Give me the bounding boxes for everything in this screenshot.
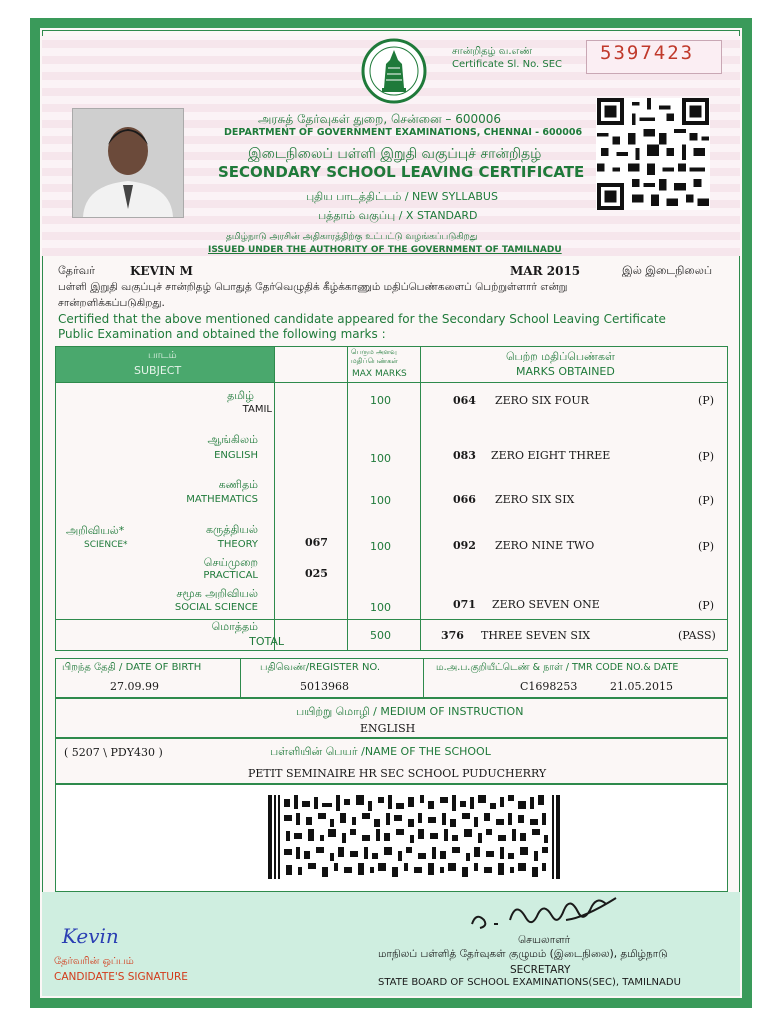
qr-code-icon [596,98,710,210]
school-code: ( 5207 \ PDY430 ) [64,746,163,759]
marks-obtained: 092 [453,539,476,552]
result-status: (PASS) [678,629,716,642]
subject-tamil: ஆங்கிலம் [207,433,258,446]
subject-name: MATHEMATICS [186,494,258,505]
secretary-signature-icon [466,890,626,936]
max-head-tamil-1: பெரும அளவு [351,348,397,356]
obtained-head-tamil: பெற்ற மதிப்பெண்கள் [506,350,615,363]
standard: பத்தாம் வகுப்பு / X STANDARD [318,209,478,222]
candidate-signature: Kevin [62,924,119,948]
marks-obtained: 064 [453,394,476,407]
marks-obtained: 083 [453,449,476,462]
tmr-date: 21.05.2015 [610,680,673,693]
candidate-photo [72,108,184,218]
marks-obtained: 071 [453,598,476,611]
science-tamil: அறிவியல்* [66,524,125,537]
register-label: பதிவெண்/REGISTER NO. [260,662,381,673]
serial-label: Certificate Sl. No. SEC [452,59,563,70]
obtained-head: MARKS OBTAINED [516,365,615,378]
board-name: STATE BOARD OF SCHOOL EXAMINATIONS(SEC), TAMILNADU [378,977,681,988]
subject-name: SOCIAL SCIENCE [174,602,258,613]
serial-label-tamil: சான்றிதழ் வ.எண் [452,46,533,57]
max-head-tamil-2: மதிப்பெண்கள் [351,357,398,365]
register-number: 5013968 [300,680,349,693]
subject-head: SUBJECT [134,364,182,377]
subject-tamil: செய்முறை [203,556,258,569]
board-tamil: மாநிலப் பள்ளித் தேர்வுகள் குழுமம் (இடைநிலை), தமிழ்நாடு [378,948,668,960]
syllabus: புதிய பாடத்திட்டம் / NEW SYLLABUS [306,190,498,203]
marks-obtained: 066 [453,493,476,506]
pass-status: (P) [698,599,714,612]
marks-in-words: ZERO SEVEN ONE [492,598,600,611]
subject-tamil: கருத்தியல் [206,523,258,536]
subject-name: PRACTICAL [203,570,258,581]
pass-status: (P) [698,494,714,507]
candidate-signature-label-tamil: தேர்வரின் ஒப்பம் [54,956,134,967]
max-marks: 100 [370,601,391,614]
exam-session: MAR 2015 [510,264,581,278]
dob-label: பிறந்த தேதி / DATE OF BIRTH [62,662,202,673]
marks-in-words: ZERO SIX SIX [495,493,575,506]
subject-tamil: தமிழ் [227,389,254,402]
candidate-text-3: சான்றளிக்கப்படுகிறது. [58,297,165,309]
secretary-tamil: செயலாளர் [518,934,571,946]
candidate-name: KEVIN M [130,264,193,278]
dept-tamil: அரசுத் தேர்வுகள் துறை, சென்னை – 600006 [258,112,502,126]
total-max: 500 [370,629,391,642]
total-in-words: THREE SEVEN SIX [481,629,591,642]
marks-in-words: ZERO SIX FOUR [495,394,589,407]
barcode-icon [268,795,560,879]
subject-name: TAMIL [242,404,272,415]
marks-in-words: ZERO EIGHT THREE [491,449,611,462]
subject-name: THEORY [217,539,258,550]
pass-status: (P) [698,540,714,553]
marks-in-words: ZERO NINE TWO [495,539,595,552]
serial-number: 5397423 [600,42,695,64]
secretary-title: SECRETARY [510,964,571,976]
medium-label: பயிற்று மொழி / MEDIUM OF INSTRUCTION [296,705,524,718]
subject-tamil: கணிதம் [218,478,258,491]
max-marks: 100 [370,452,391,465]
tmr-label: ம.அ.ப.குறியீட்டெண் & நாள் / TMR CODE NO.& DATE [436,662,679,673]
component-marks: 067 [305,536,328,549]
title-tamil: இடைநிலைப் பள்ளி இறுதி வகுப்புச் சான்றிதழ் [248,146,542,162]
issued-english: ISSUED UNDER THE AUTHORITY OF THE GOVERNMENT OF TAMILNADU [208,245,562,255]
total-tamil: மொத்தம் [211,620,258,633]
dept-english: DEPARTMENT OF GOVERNMENT EXAMINATIONS, CHENNAI - 600006 [224,127,583,138]
subject-tamil: சமூக அறிவியல் [176,587,258,600]
component-marks: 025 [305,567,328,580]
max-marks: 100 [370,540,391,553]
candidate-text-2: பள்ளி இறுதி வகுப்புச் சான்றிதழ் பொதுத் தேர்வெழுதிக் கீழ்க்காணும் மதிப்பெண்களைப் பெற்றுள்ளார் என்று [58,281,568,293]
tmr-code: C1698253 [520,680,578,693]
date-of-birth: 27.09.99 [110,680,159,693]
pass-status: (P) [698,450,714,463]
max-head: MAX MARKS [352,369,407,379]
marks-table [55,346,728,651]
pass-status: (P) [698,394,714,407]
certified-text-2: Public Examination and obtained the following marks : [58,327,386,341]
total-marks: 376 [441,629,464,642]
certificate-title: SECONDARY SCHOOL LEAVING CERTIFICATE [218,163,585,181]
candidate-signature-label: CANDIDATE'S SIGNATURE [54,971,188,983]
candidate-text-1: இல் இடைநிலைப் [622,264,713,277]
total-label: TOTAL [249,635,284,648]
tamilnadu-emblem-icon [358,38,430,104]
subject-name: ENGLISH [214,450,258,461]
school-label: பள்ளியின் பெயர் /NAME OF THE SCHOOL [270,745,491,758]
max-marks: 100 [370,494,391,507]
medium-of-instruction: ENGLISH [360,722,416,735]
school-name: PETIT SEMINAIRE HR SEC SCHOOL PUDUCHERRY [248,767,547,780]
candidate-label: தேர்வர் [58,264,95,277]
science-label: SCIENCE* [84,540,128,550]
subject-head-tamil: பாடம் [148,350,177,361]
certified-text-1: Certified that the above mentioned candidate appeared for the Secondary School Leaving Certificate [58,312,666,326]
issued-tamil: தமிழ்நாடு அரசின் அதிகாரத்திற்கு உட்பட்டு வழங்கப்படுகிறது [226,232,478,242]
max-marks: 100 [370,394,391,407]
